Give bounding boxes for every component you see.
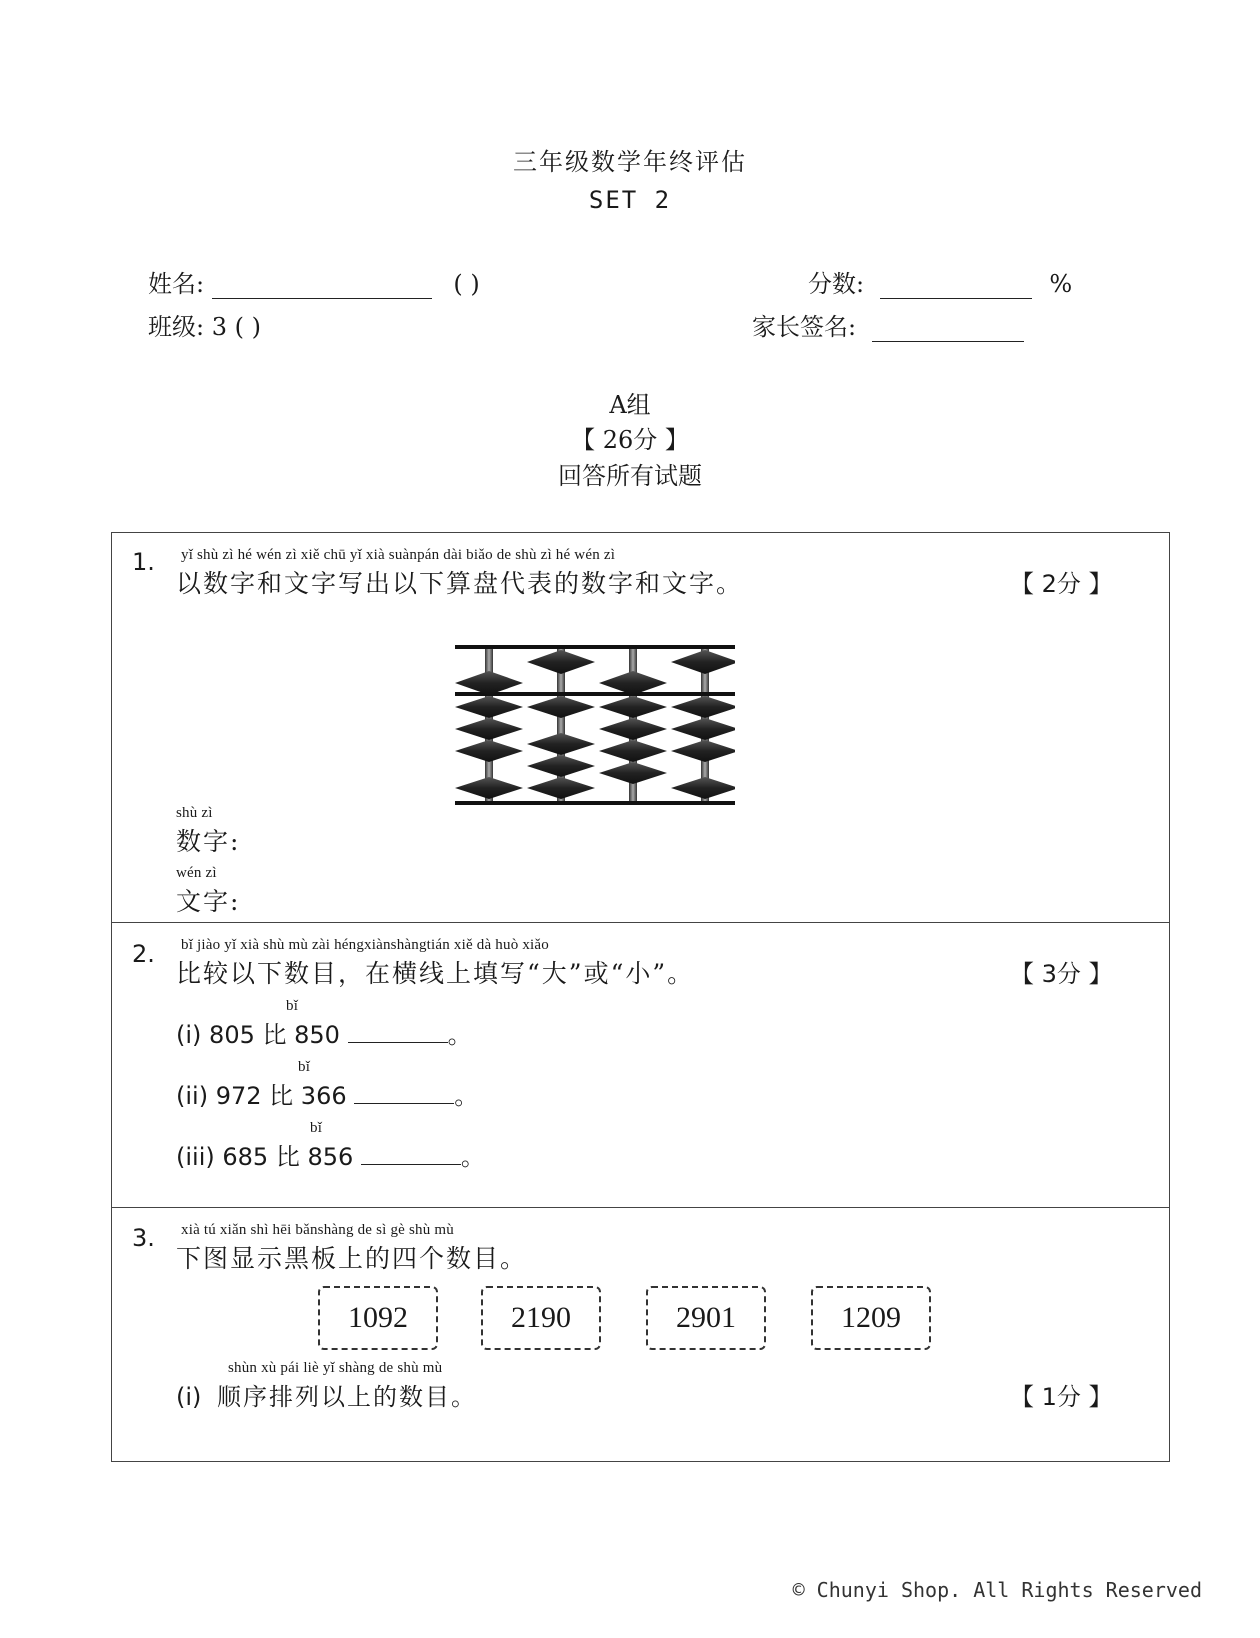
name-label: 姓名: [148,270,205,298]
q2-ii-bi-pinyin: bǐ [298,1059,311,1075]
q2-marks: 【 3分 】 [1010,960,1113,988]
q3-sub-item [176,1377,477,1412]
q1-marks: 【 2分 】 [1010,570,1113,598]
name-paren: ( ) [453,270,480,298]
item-bi: 比 [262,1021,287,1049]
q2-item-iii [176,1137,485,1172]
score-label: 分数: [808,270,865,298]
item-bi: 比 [275,1143,300,1171]
sub-label: (i) [176,1383,202,1411]
item-a: 972 [215,1082,262,1110]
abacus-image [455,645,735,810]
answer-blank[interactable] [348,1023,448,1043]
item-end: 。 [447,1021,472,1049]
score-unit: % [1049,270,1073,298]
q1-number-pinyin: shù zì [176,805,213,821]
parent-signature-blank[interactable] [872,320,1024,342]
page-title: 三年级数学年终评估 [513,148,747,176]
score-blank[interactable] [880,277,1032,299]
parent-signature-row [752,307,1024,342]
section-group: A组 [609,391,651,419]
item-b: 856 [307,1143,354,1171]
number-card-4: 1209 [811,1286,931,1350]
score-row [808,264,1072,299]
name-row [148,264,480,299]
q2-item-ii [176,1076,478,1111]
q1-number: 1. [132,548,155,576]
item-b: 366 [300,1082,347,1110]
item-b: 850 [294,1021,340,1049]
parent-label: 家长签名: [752,313,857,341]
q3-pinyin: xià tú xiǎn shì hēi bǎnshàng de sì gè shù mù [181,1222,454,1238]
item-a: 685 [222,1143,269,1171]
section-marks: 【 26分 】 [571,426,689,454]
q3-marks: 【 1分 】 [1010,1383,1113,1411]
q1-word-pinyin: wén zì [176,865,217,881]
item-a: 805 [209,1021,255,1049]
number-card-1: 1092 [318,1286,438,1350]
q3-text: 下图显示黑板上的四个数目。 [176,1244,528,1273]
q1-text: 以数字和文字写出以下算盘代表的数字和文字。 [176,569,744,598]
item-label: (iii) [176,1143,215,1171]
sub-text: 顺序排列以上的数目。 [217,1383,478,1411]
item-end: 。 [460,1143,485,1171]
q1-pinyin: yǐ shù zì hé wén zì xiě chū yǐ xià suànpán dài biǎo de shù zì hé wén zì [181,547,616,563]
item-end: 。 [454,1082,479,1110]
copyright-footer: © Chunyi Shop. All Rights Reserved [792,1578,1202,1602]
q2-i-bi-pinyin: bǐ [286,998,299,1014]
name-blank[interactable] [212,277,432,299]
answer-blank[interactable] [354,1084,454,1104]
q2-number: 2. [132,940,155,968]
q3-sub-pinyin: shùn xù pái liè yǐ shàng de shù mù [228,1360,443,1376]
answer-blank[interactable] [361,1145,461,1165]
q2-pinyin: bǐ jiào yǐ xià shù mù zài héngxiànshàngtián xiě dà huò xiǎo [181,937,549,953]
q2-item-i [176,1015,472,1050]
q1-number-label: 数字: [176,827,241,856]
class-row: 班级: 3 ( ) [148,313,261,341]
section-instruction: 回答所有试题 [558,462,702,490]
q3-number: 3. [132,1224,155,1252]
q2-iii-bi-pinyin: bǐ [310,1120,323,1136]
item-label: (i) [176,1021,202,1049]
item-label: (ii) [176,1082,209,1110]
number-card-2: 2190 [481,1286,601,1350]
q2-text: 比较以下数目，在横线上填写“大”或“小”。 [176,959,695,988]
item-bi: 比 [269,1082,294,1110]
q1-word-label: 文字: [176,887,241,916]
number-card-3: 2901 [646,1286,766,1350]
set-label: SET 2 [588,186,672,214]
